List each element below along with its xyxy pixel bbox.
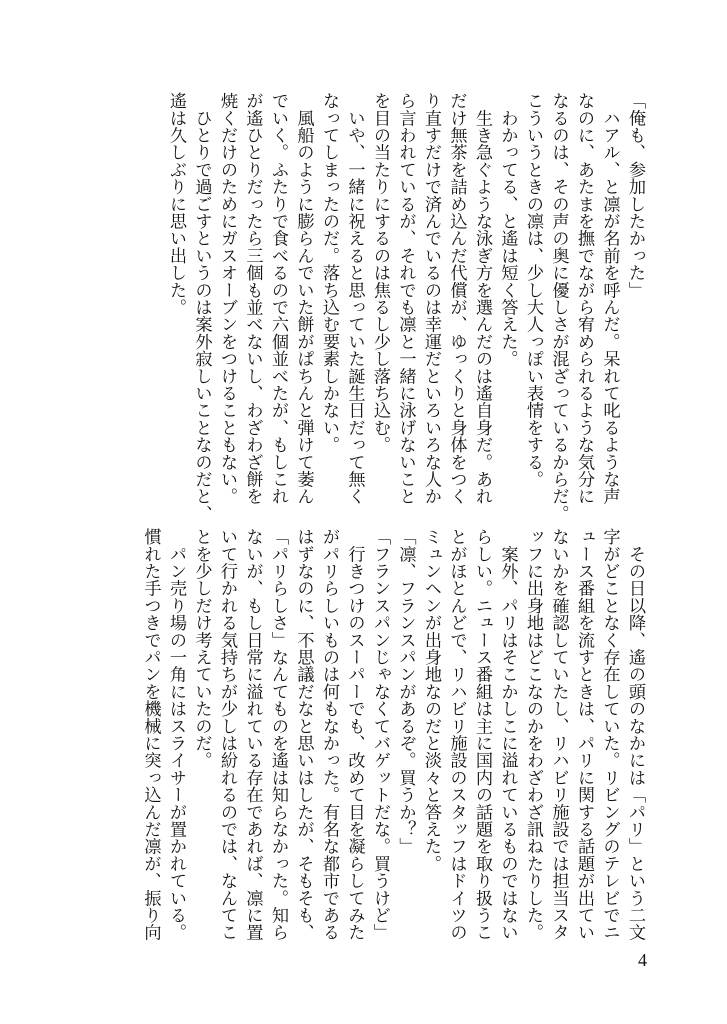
text-line: ひとりで過ごすというのは案外寂しいことなのだと、 [191, 92, 212, 522]
text-line: 生き急ぐような泳ぎ方を選んだのは遙自身だ。あれ [472, 92, 492, 505]
text-line: でいく。ふたりで食べるので六個並べたが、もしこれ [268, 92, 288, 505]
text-block-bottom [77, 528, 647, 948]
text-line: とがほとんどで、リハビリ施設のスタッフはドイツの [446, 528, 467, 941]
text-line: いて行かれる気持ちが少しは紛れるのでは、なんてこ [217, 528, 237, 941]
text-line: ないが、もし日常に溢れている存在であれば、凛に置 [242, 528, 263, 941]
text-line: 焼くだけのためにガスオーブンをつけることもない。 [217, 92, 237, 505]
text-line: 字がどことなく存在していた。リビングのテレビでニ [599, 528, 620, 941]
text-line: なのに、あたまを撫でながら宥められるような気分に [574, 92, 594, 505]
text-line: 遙は久しぶりに思い出した。 [166, 92, 186, 316]
text-line: ないかを確認していたし、リハビリ施設では担当スタ [548, 528, 569, 941]
text-line: パン売り場の一角にはスライサーが置かれている。 [166, 528, 186, 941]
text-line: 「パリらしさ」なんてものを遙は知らなかった。知ら [268, 528, 288, 941]
text-line: ら言われているが、それでも凛と一緒に泳げないこと [395, 92, 416, 505]
text-line: いや、一緒に祝えると思っていた誕生日だって無く [344, 92, 365, 505]
text-line: ミュンヘンが出身地なのだと淡々と答えた。 [421, 528, 441, 872]
text-line: 「凛、フランスパンがあるぞ。買うか？」 [395, 528, 416, 855]
text-line: 案外、パリはそこかしこに溢れているものではない [497, 528, 518, 941]
text-line: ハアル、と凛が名前を呼んだ。呆れて叱るような声 [599, 92, 620, 505]
text-line: り直すだけで済んでいるのは幸運だといろいろな人か [421, 92, 441, 505]
text-line: 風船のように膨らんでいた餅がぱちんと弾けて萎ん [293, 92, 314, 505]
text-line: を目の当たりにするのは焦るし少し落ち込む。 [370, 92, 390, 454]
text-block-top [77, 92, 647, 522]
text-line: なってしまったのだ。落ち込む要素しかない。 [319, 92, 339, 454]
text-line: その日以降、遙の頭のなかには「パリ」という二文 [625, 528, 645, 941]
text-line: なるのは、その声の奥に優しさが混ざっているからだ。 [548, 92, 569, 522]
text-line: が遙ひとりだったら三個も並べないし、わざわざ餅を [242, 92, 263, 505]
text-line: わかってる、と遙は短く答えた。 [497, 92, 518, 368]
text-line: ッフに出身地はどこなのかをわざわざ訊ねたりした。 [523, 528, 543, 941]
text-line: 行きつけのスーパーでも、改めて目を凝らしてみた [344, 528, 365, 941]
text-line: ュース番組を流すときは、パリに関する話題が出てい [574, 528, 594, 941]
page-number: 4 [638, 950, 647, 970]
text-line: はずなのに、不思議だなと思いはしたが、そもそも、 [293, 528, 314, 941]
text-line: だけ無茶を詰め込んだ代償が、ゆっくりと身体をつく [446, 92, 467, 505]
text-line: こういうときの凛は、少し大人っぽい表情をする。 [523, 92, 543, 488]
text-line: 「フランスパンじゃなくてバゲットだな。買うけど」 [370, 528, 390, 941]
text-line: がパリらしいものは何もなかった。有名な都市である [319, 528, 339, 941]
text-line: とを少しだけ考えていたのだ。 [191, 528, 212, 769]
text-line: 「俺も、参加したかった」 [625, 92, 645, 299]
text-line: 慣れた手つきでパンを機械に突っ込んだ凛が、振り向 [140, 528, 161, 941]
text-line: らしい。ニュース番組は主に国内の話題を取り扱うこ [472, 528, 492, 941]
